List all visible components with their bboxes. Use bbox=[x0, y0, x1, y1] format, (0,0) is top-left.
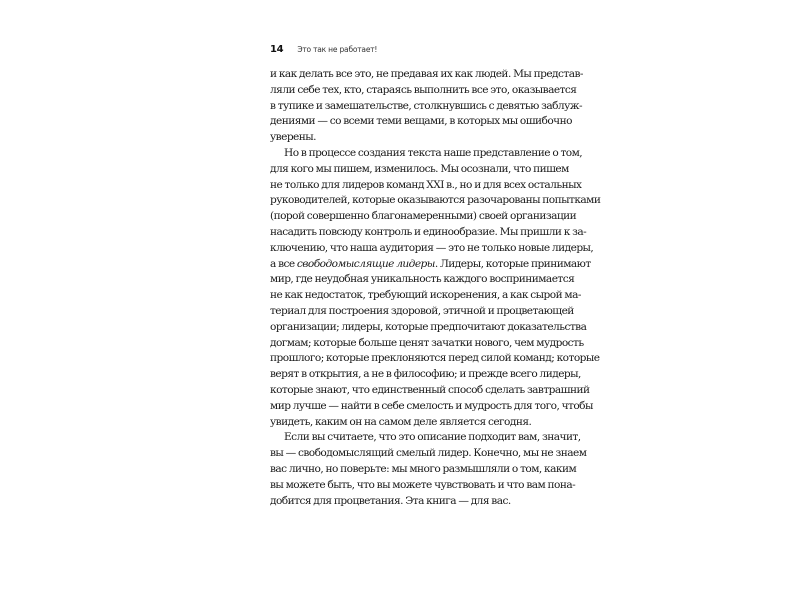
text-segment: и как делать все это, не предавая их как людей. Мы представ- bbox=[270, 68, 583, 80]
text-segment: уверены. bbox=[270, 131, 316, 144]
text-segment: организации; лидеры, которые предпочитают доказательства bbox=[270, 320, 587, 333]
text-line bbox=[270, 241, 594, 257]
text-segment: . Лидеры, которые принимают bbox=[434, 257, 591, 270]
text-line bbox=[270, 351, 600, 367]
text-line bbox=[270, 320, 587, 336]
text-segment: ляли себе тех, кто, стараясь выполнить все это, оказывается bbox=[270, 83, 577, 96]
running-head bbox=[270, 44, 377, 56]
text-segment: вы — свободомыслящий смелый лидер. Конечно, мы не знаем bbox=[270, 447, 587, 460]
text-line bbox=[270, 178, 582, 194]
text-segment: а все bbox=[270, 257, 297, 270]
text-segment: в тупике и замешательстве, столкнувшись с девятью заблуж- bbox=[270, 99, 583, 112]
text-segment: териал для построения здоровой, этичной и процветающей bbox=[270, 304, 574, 317]
running-title: Это так не работает! bbox=[297, 45, 378, 54]
text-line bbox=[270, 114, 572, 130]
text-line bbox=[270, 99, 583, 115]
text-segment: вас лично, но поверьте: мы много размышляли о том, каким bbox=[270, 462, 577, 475]
text-segment: насадить повсюду контроль и единообразие. Мы пришли к за- bbox=[270, 225, 587, 238]
text-segment: увидеть, каким он на самом деле является сегодня. bbox=[270, 415, 532, 428]
text-segment: вы можете быть, что вы можете чувствовать и что вам пона- bbox=[270, 478, 576, 491]
text-segment: не только для лидеров команд XXI в., но и для всех остальных bbox=[270, 178, 582, 191]
text-segment: которые знают, что единственный способ сделать завтрашний bbox=[270, 383, 590, 396]
text-line bbox=[270, 415, 532, 431]
text-line bbox=[270, 146, 583, 162]
text-segment: Если вы считаете, что это описание подходит вам, значит, bbox=[284, 431, 581, 444]
text-segment: мир, где неудобная уникальность каждого воспринимается bbox=[270, 273, 575, 286]
text-line bbox=[270, 336, 584, 352]
text-line bbox=[270, 83, 577, 99]
text-segment: Но в процессе создания текста наше представление о том, bbox=[284, 146, 583, 159]
text-segment: мир лучше — найти в себе смелость и мудрость для того, чтобы bbox=[270, 399, 593, 412]
paragraph bbox=[270, 67, 583, 146]
text-line bbox=[270, 446, 587, 462]
text-line bbox=[270, 367, 581, 383]
text-line bbox=[270, 209, 577, 225]
page-number: 14 bbox=[270, 44, 284, 55]
text-segment: руководителей, которые оказываются разочарованы попытками bbox=[270, 194, 601, 207]
text-line bbox=[270, 478, 576, 494]
body-text bbox=[270, 67, 601, 509]
paragraph bbox=[270, 430, 587, 509]
text-line bbox=[270, 430, 581, 446]
text-line bbox=[270, 304, 574, 320]
text-line bbox=[270, 130, 532, 146]
text-segment: верят в открытия, а не в философию; и прежде всего лидеры, bbox=[270, 368, 581, 381]
text-segment: добится для процветания. Эта книга — для вас. bbox=[270, 494, 511, 507]
text-line bbox=[270, 272, 575, 288]
text-segment: не как недостаток, требующий искоренения, а как сырой ма- bbox=[270, 289, 581, 302]
text-line bbox=[270, 225, 587, 241]
paragraph bbox=[270, 146, 601, 430]
text-segment: догмам; которые больше ценят зачатки нового, чем мудрость bbox=[270, 336, 584, 349]
text-line bbox=[270, 383, 590, 399]
text-segment: ключению, что наша аудитория — это не только новые лидеры, bbox=[270, 241, 594, 254]
text-line bbox=[270, 399, 593, 415]
text-line bbox=[270, 257, 591, 273]
text-segment: прошлого; которые преклоняются перед силой команд; которые bbox=[270, 352, 600, 365]
text-line bbox=[270, 288, 581, 304]
text-segment: (порой совершенно благонамеренными) своей организации bbox=[270, 210, 577, 223]
text-line bbox=[270, 193, 601, 209]
text-segment: для кого мы пишем, изменилось. Мы осознали, что пишем bbox=[270, 162, 569, 175]
emphasis-text: свободомыслящие лидеры bbox=[296, 257, 435, 270]
text-segment: дениями — со всеми теми вещами, в которых мы ошибочно bbox=[270, 115, 572, 128]
text-line bbox=[270, 162, 569, 178]
text-line bbox=[270, 494, 532, 510]
text-line bbox=[270, 67, 583, 83]
text-line bbox=[270, 462, 577, 478]
